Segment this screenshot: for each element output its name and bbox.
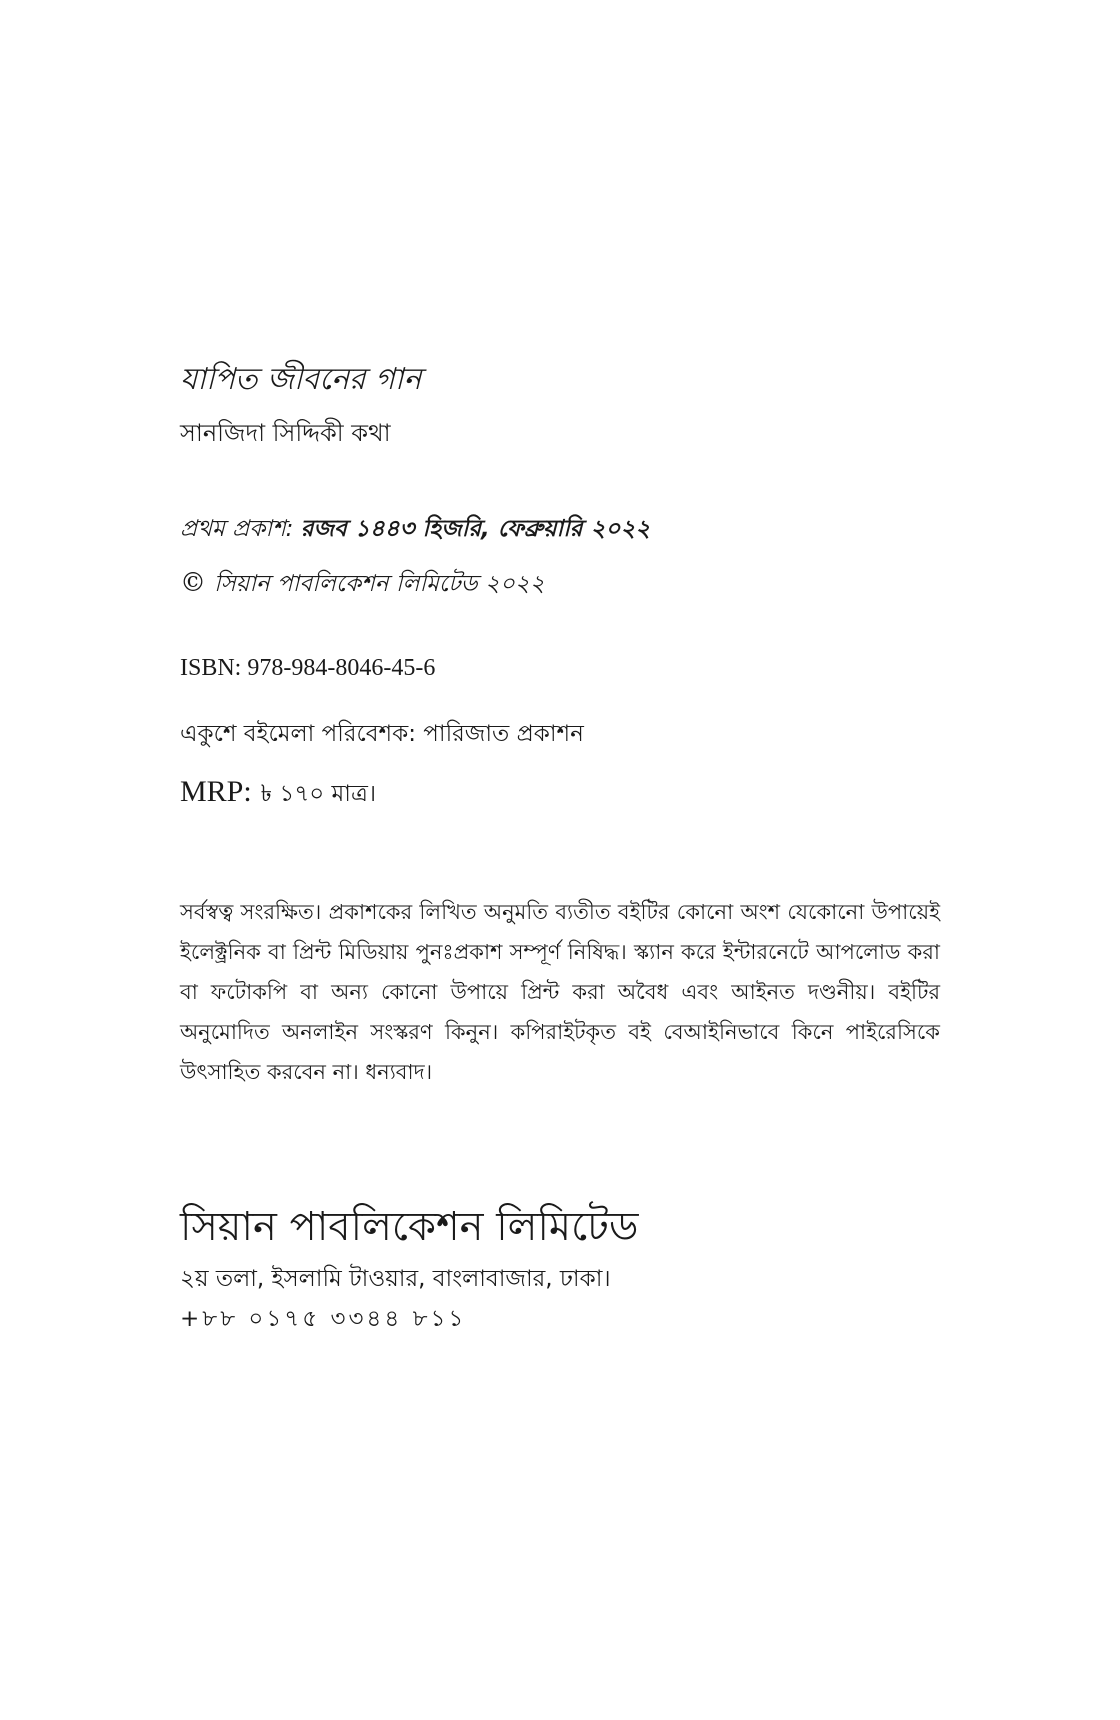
isbn: ISBN: 978-984-8046-45-6: [180, 655, 436, 681]
copyright-line: [180, 565, 940, 604]
first-publication-date: রজব ১৪৪৩ হিজরি, ফেব্রুয়ারি ২০২২: [300, 516, 651, 542]
copyright-icon: ©: [180, 568, 206, 598]
first-publication-line: [180, 510, 940, 549]
price-value: ৳ ১৭০ মাত্র।: [260, 781, 377, 807]
first-publication-label: প্রথম প্রকাশ:: [180, 516, 294, 542]
author-name: সানজিদা সিদ্দিকী কথা: [180, 419, 391, 447]
price-label: MRP:: [180, 775, 252, 808]
price-line: [180, 775, 940, 814]
book-fair-distributor: একুশে বইমেলা পরিবেশক: পারিজাত প্রকাশন: [180, 721, 584, 747]
rights-notice: সর্বস্বত্ব সংরক্ষিত। প্রকাশকের লিখিত অনুমতি ব্যতীত বইটির কোনো অংশ যেকোনো উপায়েই ইলেক্ট্রনিক বা প্রিন্ট মিডিয়ায় পুনঃপ্রকাশ সম্পূর্ণ নিষিদ্ধ। স্ক্যান করে ইন্টারনেটে আপলোড করা বা ফটোকপি বা অন্য কোনো উপায়ে প্রিন্ট করা অবৈধ এবং আইনত দণ্ডনীয়। বইটির অনুমোদিত অনলাইন সংস্করণ কিনুন। কপিরাইটকৃত বই বেআইনিভাবে কিনে পাইরেসিকে উৎসাহিত করবেন না। ধন্যবাদ।: [180, 900, 940, 1084]
copyright-text: সিয়ান পাবলিকেশন লিমিটেড ২০২২: [214, 571, 545, 597]
publisher-address: ২য় তলা, ইসলামি টাওয়ার, বাংলাবাজার, ঢাকা।: [180, 1266, 611, 1292]
publisher-phone: +৮৮ ০১৭৫ ৩৩৪৪ ৮১১: [180, 1306, 467, 1332]
publisher-name: সিয়ান পাবলিকেশন লিমিটেড: [180, 1204, 639, 1250]
book-title: যাপিত জীবনের গান: [180, 362, 422, 397]
